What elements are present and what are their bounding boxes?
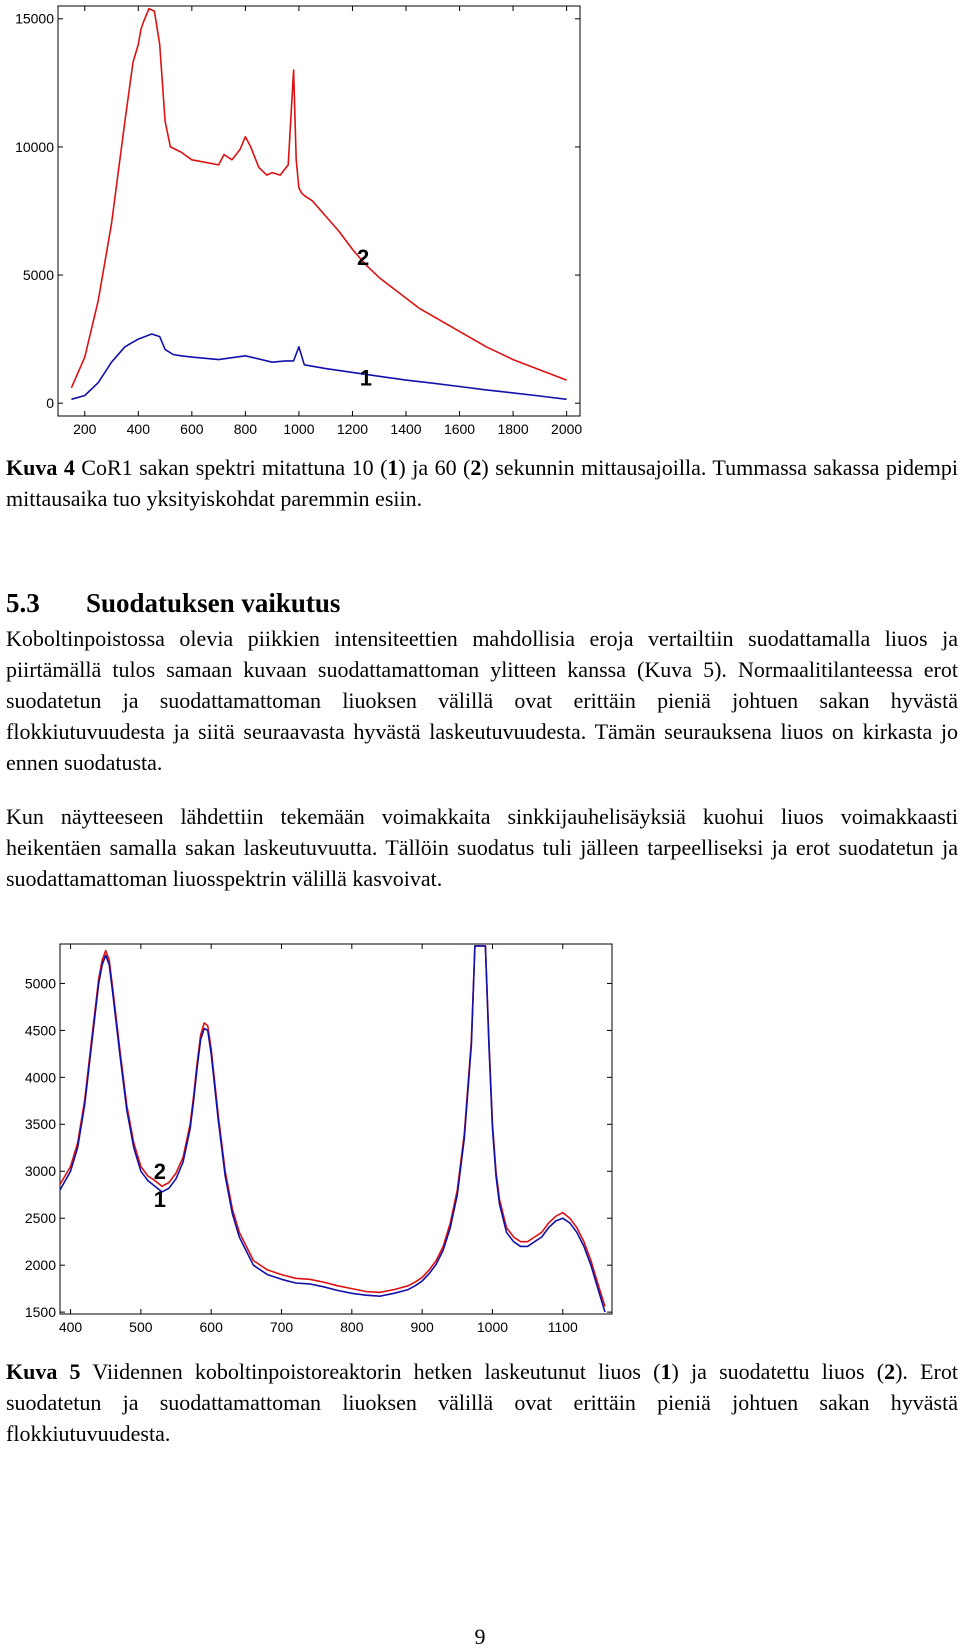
x-tick-label: 1100 <box>547 1319 578 1335</box>
series-annotation: 1 <box>359 365 372 391</box>
caption-label: Kuva 5 <box>6 1359 81 1384</box>
body-paragraph-2: Kun näytteeseen lähdettiin tekemään voimakkaita sinkkijauhelisäyksiä kuohui liuos voimakkaasti heikentäen samalla sakan laskeutuvuutta. Tällöin suodatus tuli jälleen tarpeelliseksi ja erot suodatetun ja suodattamattoman liuosspektrin välillä kasvoivat. <box>6 804 958 891</box>
section-title: Suodatuksen vaikutus <box>86 588 341 618</box>
y-tick-label: 15000 <box>15 10 54 27</box>
x-tick-label: 2000 <box>551 421 583 437</box>
x-tick-label: 800 <box>340 1319 364 1335</box>
x-tick-label: 400 <box>126 421 150 437</box>
y-tick-label: 4500 <box>24 1022 56 1039</box>
x-tick-label: 500 <box>129 1319 153 1335</box>
y-tick-label: 3500 <box>24 1116 56 1133</box>
figure-5-caption: Kuva 5 Viidennen koboltinpoistoreaktorin hetken laskeutunut liuos (1) ja suodatettu liuos (2). Erot suodatetun ja suodattamattoman liuoksen välillä ovat erittäin pieniä johtuen sakan hyvästä flokkiutuvuudesta. <box>6 1359 958 1446</box>
x-tick-label: 800 <box>233 421 258 437</box>
x-tick-label: 400 <box>58 1319 83 1335</box>
y-tick-label: 4000 <box>24 1069 56 1086</box>
plot-frame <box>60 944 612 1314</box>
figure-4-caption: Kuva 4 CoR1 sakan spektri mitattuna 10 (1) ja 60 (2) sekunnin mittausajoilla. Tummassa sakassa pidempi mittausaika tuo yksityiskohdat paremmin esiin. <box>6 455 959 511</box>
x-tick-label: 1400 <box>390 421 422 437</box>
section-heading <box>6 588 340 619</box>
x-tick-label: 1000 <box>283 421 315 437</box>
y-tick-label: 5000 <box>22 266 54 283</box>
y-tick-label: 1500 <box>24 1304 56 1321</box>
y-tick-label: 2500 <box>24 1210 56 1227</box>
x-tick-label: 200 <box>73 421 97 437</box>
x-tick-label: 900 <box>410 1319 434 1335</box>
body-paragraph-1: Koboltinpoistossa olevia piikkien intensiteettien mahdollisia eroja vertailtiin suodattamalla liuos ja piirtämällä tulos samaan kuvaan suodattamattoman ylitteen kanssa (Kuva 5). Normaalitilanteessa erot suodatetun ja suodattamattoman liuoksen välillä ovat erittäin pieniä johtuen sakan hyvästä flokkiutuvuudesta ja siitä seuraavasta hyvästä laskeutuvuudesta. Tämän seurauksena liuos on kirkasta jo ennen suodatusta. <box>6 626 958 775</box>
x-tick-label: 1200 <box>336 421 369 437</box>
series-annotation: 2 <box>357 244 370 270</box>
x-tick-label: 1600 <box>443 421 476 437</box>
x-tick-label: 1000 <box>476 1319 509 1335</box>
x-tick-label: 600 <box>180 421 204 437</box>
y-tick-label: 2000 <box>24 1257 56 1274</box>
series-annotation: 1 <box>153 1186 166 1212</box>
y-tick-label: 3000 <box>24 1163 56 1180</box>
x-tick-label: 700 <box>269 1319 294 1335</box>
y-tick-label: 10000 <box>15 138 54 155</box>
caption-label: Kuva 4 <box>6 455 75 480</box>
y-tick-label: 5000 <box>24 975 56 992</box>
figure-4-chart <box>0 0 620 470</box>
x-tick-label: 1800 <box>497 421 529 437</box>
series-annotation: 2 <box>153 1158 166 1184</box>
section-number: 5.3 <box>6 588 40 618</box>
page-number: 9 <box>474 1624 486 1649</box>
x-tick-label: 600 <box>199 1319 223 1335</box>
figure-5-chart <box>0 940 660 1370</box>
y-tick-label: 0 <box>46 395 54 412</box>
